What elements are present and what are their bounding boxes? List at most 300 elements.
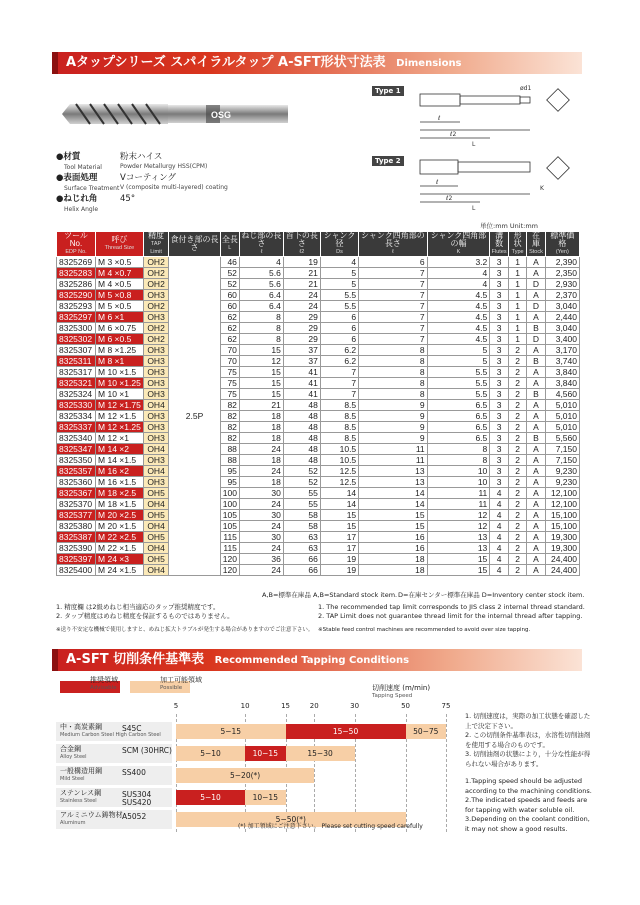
cell-lim: OH3 [143, 378, 169, 389]
material-row [56, 766, 172, 785]
header-jp: 全長 [221, 235, 238, 244]
material-name [60, 812, 123, 827]
cell-L: 100 [220, 499, 239, 510]
table-row [57, 279, 580, 290]
chamfer-length-cell: 2.5P [169, 257, 220, 576]
svg-text:ød1: ød1 [520, 85, 532, 92]
notes-jp [56, 603, 316, 635]
cell-st: A [527, 400, 546, 411]
x-tick-label: 15 [281, 702, 290, 710]
cell-lim: OH2 [143, 268, 169, 279]
cell-fl: 3 [490, 389, 509, 400]
cell-l: 30 [239, 532, 283, 543]
x-tick-label: 10 [240, 702, 250, 710]
cell-l2: 52 [283, 477, 320, 488]
cell-l2: 29 [283, 323, 320, 334]
cell-L: 62 [220, 323, 239, 334]
cell-ty: 2 [509, 367, 527, 378]
material-row [56, 722, 172, 741]
cell-l2: 48 [283, 411, 320, 422]
cell-k: 3.2 [427, 257, 490, 268]
header-jp: 食付き部の長さ [170, 235, 219, 252]
cell-size: M 10 ×1 [96, 389, 144, 400]
cell-st: B [527, 433, 546, 444]
cell-lim: OH4 [143, 543, 169, 554]
cell-edp: 8325400 [57, 565, 96, 576]
cell-l2: 48 [283, 400, 320, 411]
note-en-3: ※Stable feed control machines are recommended to avoid over size tapping. [318, 627, 531, 633]
cell-edp: 8325286 [57, 279, 96, 290]
table-row [57, 411, 580, 422]
table-row [57, 312, 580, 323]
spec-value: Vコーティング [120, 173, 176, 183]
cell-pr: 7,150 [545, 444, 579, 455]
cell-l2: 66 [283, 554, 320, 565]
cell-L: 75 [220, 367, 239, 378]
cell-l2: 48 [283, 433, 320, 444]
material-en: Stainless Steel [60, 797, 97, 804]
cell-ds: 8.5 [320, 400, 358, 411]
svg-text:L: L [472, 205, 476, 212]
cell-lim: OH3 [143, 433, 169, 444]
type2-diagram [390, 150, 580, 216]
column-header [283, 232, 320, 257]
table-row [57, 477, 580, 488]
cell-ds: 6.2 [320, 345, 358, 356]
cell-L: 46 [220, 257, 239, 268]
cell-ty: 2 [509, 444, 527, 455]
cell-L: 62 [220, 334, 239, 345]
cell-ds: 5 [320, 279, 358, 290]
cell-l2: 21 [283, 268, 320, 279]
cell-ds: 15 [320, 521, 358, 532]
cell-lim: OH3 [143, 389, 169, 400]
cell-pr: 19,300 [545, 543, 579, 554]
cell-l: 21 [239, 400, 283, 411]
table-row [57, 499, 580, 510]
cell-ty: 1 [509, 334, 527, 345]
cell-lim: OH3 [143, 356, 169, 367]
cell-k: 5 [427, 356, 490, 367]
header-en: (Yen) [555, 249, 569, 255]
column-header [143, 232, 169, 257]
cell-k: 4.5 [427, 301, 490, 312]
cell-k: 13 [427, 532, 490, 543]
cell-lim: OH5 [143, 554, 169, 565]
cell-st: A [527, 554, 546, 565]
cell-st: A [527, 521, 546, 532]
note-jp-3: ※送り不安定な機械で使用しますと、めねじ拡大トラブルが発生する場合がありますのでご注意下さい。 [56, 627, 314, 633]
cell-st: A [527, 466, 546, 477]
cell-L: 120 [220, 565, 239, 576]
cell-pr: 3,170 [545, 345, 579, 356]
cell-l2: 29 [283, 334, 320, 345]
cell-edp: 8325357 [57, 466, 96, 477]
cell-l: 15 [239, 378, 283, 389]
cell-pr: 2,930 [545, 279, 579, 290]
cell-l: 18 [239, 411, 283, 422]
column-header [359, 232, 427, 257]
column-header [169, 232, 220, 257]
cell-l2: 48 [283, 455, 320, 466]
header-en: TAP Limit [150, 241, 162, 255]
side-notes [465, 712, 595, 834]
cell-l: 8 [239, 334, 283, 345]
cell-sl: 7 [359, 290, 427, 301]
table-body [57, 257, 580, 576]
speed-range-bar: 5−10 [176, 746, 245, 761]
cell-st: A [527, 367, 546, 378]
cell-L: 95 [220, 477, 239, 488]
cell-edp: 8325311 [57, 356, 96, 367]
cell-size: M 6 ×0.75 [96, 323, 144, 334]
cell-k: 15 [427, 565, 490, 576]
cell-ty: 2 [509, 499, 527, 510]
cell-st: D [527, 301, 546, 312]
cell-ds: 7 [320, 378, 358, 389]
svg-text:ℓ2: ℓ2 [446, 195, 453, 202]
cell-k: 4.5 [427, 323, 490, 334]
note-en-2: 2. TAP Limit does not guarantee thread limit for the internal thread after tapping. [318, 612, 583, 620]
cell-size: M 18 ×1.5 [96, 499, 144, 510]
cell-L: 75 [220, 389, 239, 400]
cell-lim: OH3 [143, 455, 169, 466]
cell-k: 4 [427, 268, 490, 279]
material-jp: 一般構造用鋼 [60, 767, 102, 775]
cell-l: 24 [239, 521, 283, 532]
cell-lim: OH4 [143, 565, 169, 576]
cell-sl: 13 [359, 466, 427, 477]
table-row [57, 301, 580, 312]
cell-ds: 8.5 [320, 433, 358, 444]
cell-size: M 4 ×0.7 [96, 268, 144, 279]
cell-l: 30 [239, 488, 283, 499]
cell-ds: 14 [320, 499, 358, 510]
cell-edp: 8325340 [57, 433, 96, 444]
spec-key-en: Tool Material [64, 164, 102, 171]
cell-size: M 10 ×1.25 [96, 378, 144, 389]
column-header [490, 232, 509, 257]
header-en: Flutes [491, 249, 507, 255]
footnote: (*) 加工領域にご注意下さい。 Please set cutting speed carefully [238, 823, 423, 830]
section-title: Aタップシリーズ スパイラルタップ A-SFT形状寸法表 [66, 55, 386, 70]
cell-ds: 6 [320, 334, 358, 345]
cell-lim: OH2 [143, 301, 169, 312]
table-row [57, 510, 580, 521]
note-en-1: 1. The recommended tap limit corresponds to JIS class 2 internal thread standard. [318, 603, 585, 611]
legend-possible [160, 676, 202, 692]
svg-text:ℓ2: ℓ2 [450, 131, 457, 138]
cell-ds: 6.2 [320, 356, 358, 367]
cell-ty: 1 [509, 268, 527, 279]
cell-pr: 2,390 [545, 257, 579, 268]
header-jp: 在庫 [531, 231, 540, 248]
table-row [57, 565, 580, 576]
side-note: 2. この切削条件基準表は，水溶性切削油剤を使用する場合のものです。 [465, 731, 591, 749]
material-jp: アルミニウム鋳物材 [60, 811, 123, 819]
cell-lim: OH3 [143, 422, 169, 433]
cell-sl: 7 [359, 312, 427, 323]
header-jp: ツールNo. [64, 231, 88, 248]
cell-pr: 2,370 [545, 290, 579, 301]
side-note: 1.Tapping speed should be adjusted according to the machining conditions. [465, 777, 592, 795]
cell-pr: 5,010 [545, 422, 579, 433]
column-header [239, 232, 283, 257]
cell-pr: 5,010 [545, 400, 579, 411]
x-tick-label: 75 [441, 702, 451, 710]
table-row [57, 433, 580, 444]
cell-pr: 2,350 [545, 268, 579, 279]
speed-range-bar: 10−15 [245, 746, 285, 761]
header-jp: シャンク四角部の長さ [361, 231, 425, 248]
cell-fl: 3 [490, 466, 509, 477]
cell-edp: 8325307 [57, 345, 96, 356]
cell-sl: 9 [359, 433, 427, 444]
cell-ds: 8.5 [320, 422, 358, 433]
cell-lim: OH4 [143, 466, 169, 477]
spec-key-en: Surface Treatment [64, 185, 120, 192]
cell-ds: 5 [320, 268, 358, 279]
column-header [527, 232, 546, 257]
cell-fl: 3 [490, 422, 509, 433]
cell-size: M 5 ×0.8 [96, 290, 144, 301]
cell-ds: 4 [320, 257, 358, 268]
spec-value: 粉末ハイス [120, 152, 163, 162]
cell-l: 12 [239, 356, 283, 367]
cell-size: M 18 ×2.5 [96, 488, 144, 499]
cell-L: 100 [220, 488, 239, 499]
header-jp: シャンク四角部の幅 [430, 231, 487, 248]
table-row [57, 334, 580, 345]
svg-text:ℓ: ℓ [438, 115, 441, 122]
cell-st: D [527, 334, 546, 345]
cell-fl: 3 [490, 477, 509, 488]
stock-note-ab: A,B=標準在庫品 A,B=Standard stock item. [262, 591, 398, 599]
cell-size: M 14 ×1.5 [96, 455, 144, 466]
cell-k: 11 [427, 499, 490, 510]
cell-fl: 3 [490, 444, 509, 455]
cell-fl: 3 [490, 356, 509, 367]
tap-photo [56, 96, 296, 132]
material-row [56, 744, 172, 763]
material-jp: 合金鋼 [60, 745, 81, 753]
cell-k: 4 [427, 279, 490, 290]
table-row [57, 389, 580, 400]
cell-edp: 8325269 [57, 257, 96, 268]
cell-l: 30 [239, 510, 283, 521]
cell-lim: OH4 [143, 444, 169, 455]
cell-lim: OH5 [143, 532, 169, 543]
table-row [57, 345, 580, 356]
cell-edp: 8325397 [57, 554, 96, 565]
cell-st: A [527, 312, 546, 323]
cell-k: 6.5 [427, 400, 490, 411]
header-accent [52, 52, 58, 74]
cell-l2: 63 [283, 532, 320, 543]
material-jp: 中・高炭素鋼 [60, 723, 102, 731]
cell-L: 82 [220, 433, 239, 444]
cell-fl: 3 [490, 279, 509, 290]
cell-l2: 41 [283, 378, 320, 389]
type1-label: Type 1 [372, 86, 404, 96]
cell-st: A [527, 257, 546, 268]
cell-pr: 3,840 [545, 378, 579, 389]
svg-text:K: K [540, 185, 544, 192]
cell-lim: OH2 [143, 257, 169, 268]
section-header-dimensions [52, 52, 582, 74]
cell-edp: 8325390 [57, 543, 96, 554]
legend-label: 推奨領域 [90, 676, 118, 684]
cell-l2: 58 [283, 510, 320, 521]
cell-edp: 8325297 [57, 312, 96, 323]
cell-l: 24 [239, 444, 283, 455]
cell-l: 8 [239, 323, 283, 334]
cell-L: 105 [220, 510, 239, 521]
material-row [56, 810, 172, 829]
cell-ds: 17 [320, 543, 358, 554]
cell-l: 6.4 [239, 290, 283, 301]
spec-list [56, 152, 228, 215]
cell-fl: 3 [490, 323, 509, 334]
cell-pr: 2,440 [545, 312, 579, 323]
table-row [57, 378, 580, 389]
cell-L: 82 [220, 411, 239, 422]
cell-st: A [527, 488, 546, 499]
cell-fl: 4 [490, 554, 509, 565]
cell-fl: 3 [490, 257, 509, 268]
cell-size: M 20 ×1.5 [96, 521, 144, 532]
table-row [57, 356, 580, 367]
header-en: ℓ2 [299, 249, 305, 255]
cell-st: D [527, 279, 546, 290]
table-row [57, 367, 580, 378]
cell-st: A [527, 532, 546, 543]
cell-L: 95 [220, 466, 239, 477]
section2-title-en: Recommended Tapping Conditions [214, 655, 410, 666]
cell-size: M 12 ×1 [96, 433, 144, 444]
section-header-conditions [52, 649, 582, 671]
cell-ty: 2 [509, 400, 527, 411]
column-header [427, 232, 490, 257]
cell-pr: 5,560 [545, 433, 579, 444]
cell-sl: 7 [359, 334, 427, 345]
material-en: Aluminum [60, 819, 86, 826]
cell-l2: 48 [283, 444, 320, 455]
cell-k: 5.5 [427, 367, 490, 378]
cell-st: A [527, 543, 546, 554]
cell-L: 105 [220, 521, 239, 532]
cell-fl: 3 [490, 455, 509, 466]
column-header [545, 232, 579, 257]
x-tick-label: 5 [173, 702, 179, 710]
note-jp-2: 2. タップ精度はめねじ精度を保証するものではありません。 [56, 612, 234, 620]
cell-edp: 8325347 [57, 444, 96, 455]
speed-axis-title [372, 684, 430, 700]
cell-lim: OH4 [143, 400, 169, 411]
cell-edp: 8325317 [57, 367, 96, 378]
cell-ds: 10.5 [320, 455, 358, 466]
cell-ds: 12.5 [320, 477, 358, 488]
cell-l: 5.6 [239, 279, 283, 290]
cell-l: 18 [239, 433, 283, 444]
table-row [57, 488, 580, 499]
side-note: 3.Depending on the coolant condition, it may not show a good results. [465, 815, 590, 833]
type2-label: Type 2 [372, 156, 404, 166]
cell-sl: 8 [359, 345, 427, 356]
cell-l: 24 [239, 499, 283, 510]
cell-pr: 3,740 [545, 356, 579, 367]
cell-fl: 3 [490, 433, 509, 444]
cell-ds: 19 [320, 565, 358, 576]
cell-sl: 9 [359, 400, 427, 411]
speed-range-bar: 10−15 [245, 790, 285, 805]
cell-lim: OH2 [143, 279, 169, 290]
cell-size: M 16 ×1.5 [96, 477, 144, 488]
cell-l: 18 [239, 455, 283, 466]
cell-edp: 8325300 [57, 323, 96, 334]
cell-ds: 6 [320, 312, 358, 323]
cell-edp: 8325330 [57, 400, 96, 411]
material-row [56, 788, 172, 807]
cell-pr: 7,150 [545, 455, 579, 466]
cell-sl: 9 [359, 411, 427, 422]
cell-pr: 15,100 [545, 510, 579, 521]
header-jp: 首下の長さ [285, 231, 318, 248]
cell-pr: 3,040 [545, 301, 579, 312]
cell-l2: 66 [283, 565, 320, 576]
cell-ds: 12.5 [320, 466, 358, 477]
column-header [220, 232, 239, 257]
cell-L: 115 [220, 532, 239, 543]
cell-ty: 2 [509, 488, 527, 499]
cell-l2: 24 [283, 301, 320, 312]
cell-l2: 41 [283, 389, 320, 400]
cell-l: 18 [239, 477, 283, 488]
speed-range-bar: 50−75 [406, 724, 446, 739]
cell-edp: 8325360 [57, 477, 96, 488]
header-accent [52, 649, 58, 671]
cell-k: 5.5 [427, 378, 490, 389]
header-en: Ds [336, 249, 343, 255]
cell-edp: 8325321 [57, 378, 96, 389]
cell-st: A [527, 422, 546, 433]
cell-lim: OH5 [143, 510, 169, 521]
cell-sl: 8 [359, 356, 427, 367]
cell-st: B [527, 323, 546, 334]
material-code: SCM (30HRC) [122, 746, 172, 755]
cell-l: 24 [239, 466, 283, 477]
cell-l: 6.4 [239, 301, 283, 312]
cell-l2: 48 [283, 422, 320, 433]
table-row [57, 444, 580, 455]
column-header [509, 232, 527, 257]
cell-l2: 63 [283, 543, 320, 554]
cell-L: 52 [220, 279, 239, 290]
cell-ds: 5.5 [320, 301, 358, 312]
cell-L: 75 [220, 378, 239, 389]
cell-L: 60 [220, 290, 239, 301]
cell-sl: 14 [359, 488, 427, 499]
cell-sl: 15 [359, 521, 427, 532]
cell-L: 88 [220, 444, 239, 455]
cell-sl: 14 [359, 499, 427, 510]
header-jp: 精度 [148, 231, 165, 240]
cell-sl: 7 [359, 268, 427, 279]
cell-size: M 16 ×2 [96, 466, 144, 477]
cell-ds: 10.5 [320, 444, 358, 455]
cell-ty: 2 [509, 477, 527, 488]
header-jp: シャンク径 [323, 231, 356, 248]
